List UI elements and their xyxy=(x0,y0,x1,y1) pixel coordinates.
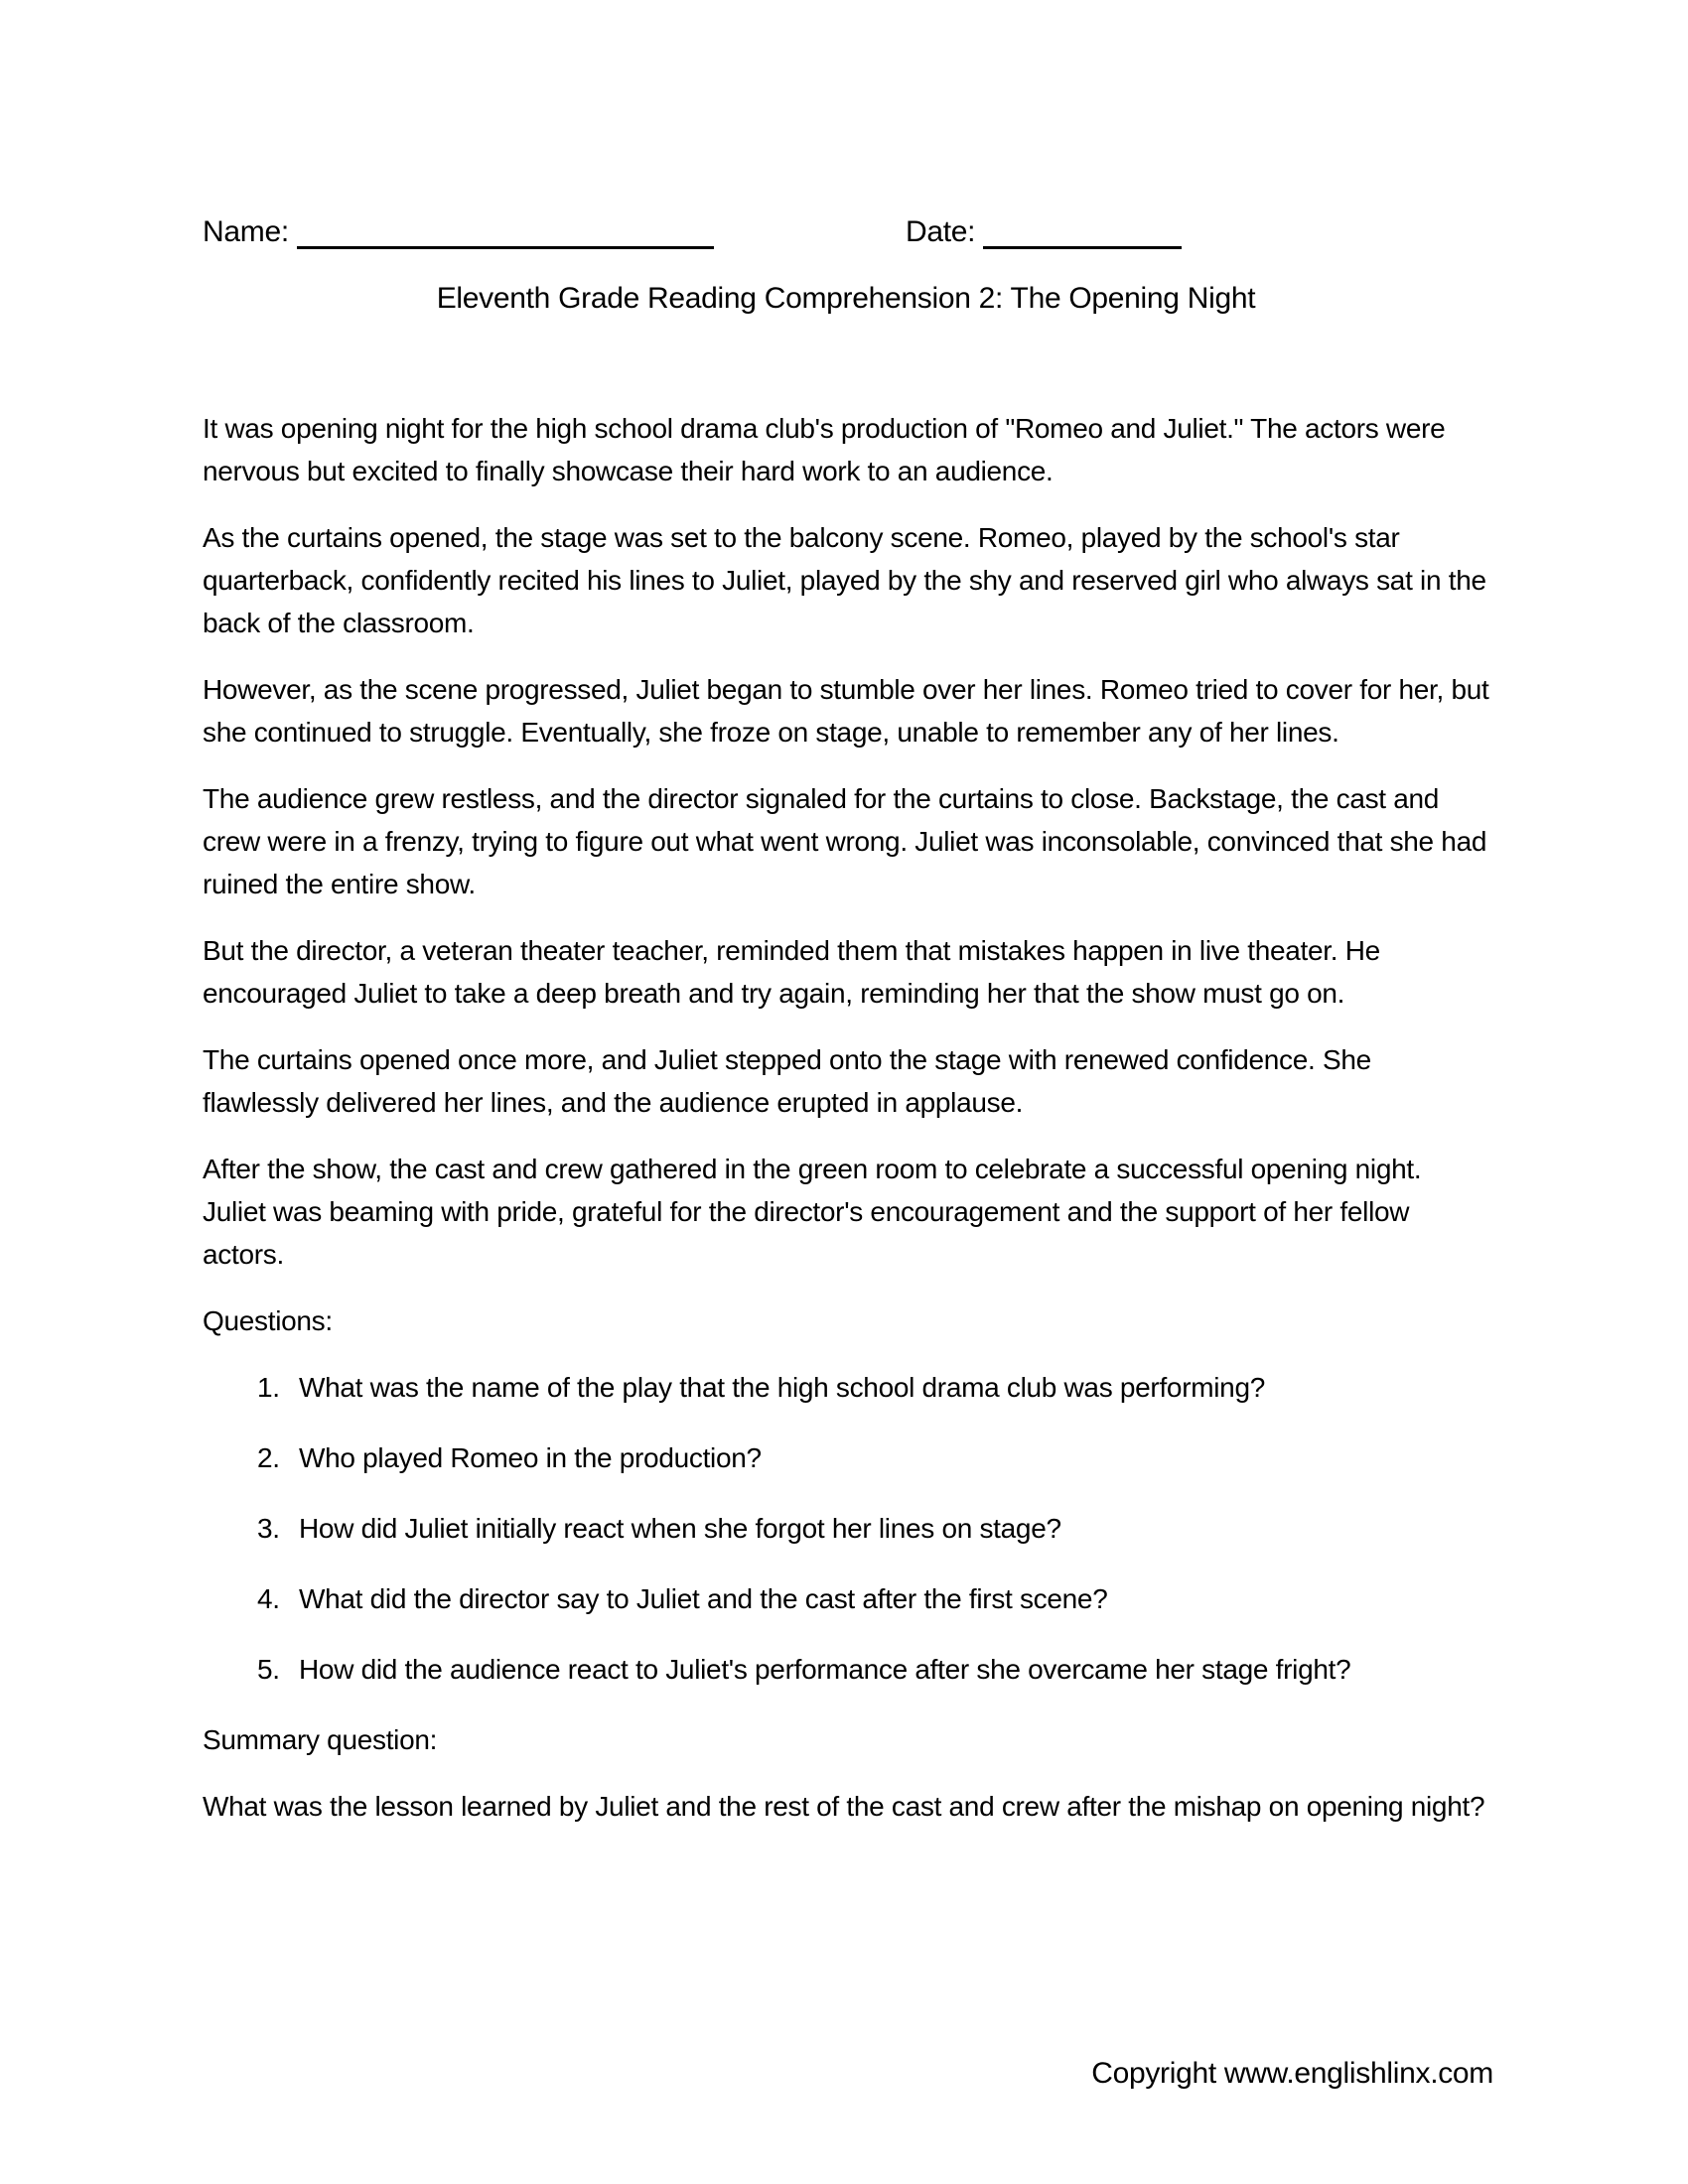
copyright-text: Copyright www.englishlinx.com xyxy=(1091,2057,1493,2090)
worksheet-title: Eleventh Grade Reading Comprehension 2: The Opening Night xyxy=(436,282,1256,315)
question-number: 5. xyxy=(257,1654,280,1685)
worksheet-content xyxy=(203,204,1489,1851)
summary-heading: Summary question: xyxy=(203,1724,438,1755)
question-number: 1. xyxy=(257,1372,280,1403)
question-number: 3. xyxy=(257,1513,280,1544)
name-label: Name: xyxy=(203,215,289,248)
question-item xyxy=(203,1507,1489,1550)
questions-heading: Questions: xyxy=(203,1305,333,1336)
question-item xyxy=(203,1436,1489,1479)
date-blank-line xyxy=(983,214,1182,249)
question-text: What did the director say to Juliet and the cast after the first scene? xyxy=(299,1583,1108,1614)
question-number: 2. xyxy=(257,1442,280,1473)
question-text: What was the name of the play that the high school drama club was performing? xyxy=(299,1372,1265,1403)
name-field xyxy=(203,214,714,249)
summary-question: What was the lesson learned by Juliet and the rest of the cast and crew after the mishap on opening night? xyxy=(203,1791,1485,1822)
header-row xyxy=(203,204,1489,249)
passage-paragraph: However, as the scene progressed, Juliet began to stumble over her lines. Romeo tried to cover for her, but she continued to struggle. Eventually, she froze on stage, unable to remember any of her lines. xyxy=(203,674,1489,748)
name-blank-line xyxy=(297,214,714,249)
passage-paragraph: But the director, a veteran theater teacher, reminded them that mistakes happen in live theater. He encouraged Juliet to take a deep breath and try again, reminding her that the show must go on. xyxy=(203,935,1380,1009)
questions-list xyxy=(203,1366,1489,1691)
passage-paragraph: After the show, the cast and crew gathered in the green room to celebrate a successful opening night. Juliet was beaming with pride, grateful for the director's encouragement and the support of her fellow actors. xyxy=(203,1154,1422,1270)
question-number: 4. xyxy=(257,1583,280,1614)
passage-paragraph: It was opening night for the high school drama club's production of "Romeo and Juliet." The actors were nervous but excited to finally showcase their hard work to an audience. xyxy=(203,413,1446,486)
question-text: How did Juliet initially react when she forgot her lines on stage? xyxy=(299,1513,1061,1544)
question-text: Who played Romeo in the production? xyxy=(299,1442,762,1473)
question-text: How did the audience react to Juliet's performance after she overcame her stage fright? xyxy=(299,1654,1351,1685)
passage-paragraph: The curtains opened once more, and Juliet stepped onto the stage with renewed confidence. She flawlessly delivered her lines, and the audience erupted in applause. xyxy=(203,1044,1371,1118)
question-item xyxy=(203,1577,1489,1620)
date-label: Date: xyxy=(906,215,976,248)
question-item xyxy=(203,1648,1489,1691)
question-item xyxy=(203,1366,1489,1409)
date-field xyxy=(906,214,1182,249)
passage xyxy=(203,407,1489,1276)
passage-paragraph: The audience grew restless, and the director signaled for the curtains to close. Backstage, the cast and crew were in a frenzy, trying to figure out what went wrong. Juliet was inconsolable, convinced that she had ruined the entire show. xyxy=(203,783,1487,899)
passage-paragraph: As the curtains opened, the stage was set to the balcony scene. Romeo, played by the school's star quarterback, confidently recited his lines to Juliet, played by the shy and reserved girl who always sat in the back of the classroom. xyxy=(203,522,1486,638)
